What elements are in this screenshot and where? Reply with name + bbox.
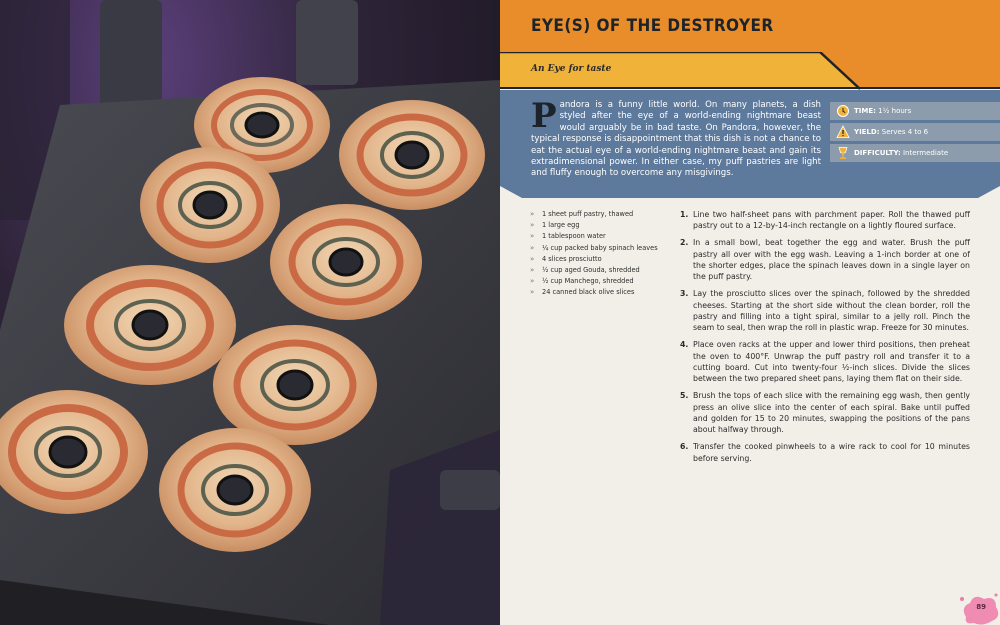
ingredient-text: ¼ cup packed baby spinach leaves: [542, 243, 658, 252]
step-text: Place oven racks at the upper and lower third positions, then preheat the oven to 400°F. Unwrap the puff pastry roll and transfer it to a cutting board. Cut into twenty-four ½-inch slices. Divide the slices between the two prepared sheet pans, laying them flat on their side.: [693, 340, 970, 384]
meta-difficulty-label: DIFFICULTY:: [854, 149, 901, 157]
step-number: 1.: [680, 210, 689, 219]
step-text: Lay the prosciutto slices over the spinach, followed by the shredded cheeses. Starting at the short side without the clean border, roll the pastry and filling into a tight spiral, similar to a jelly roll. Pinch the seam to seal, then wrap the roll in plastic wrap. Freeze for 30 minutes.: [693, 289, 970, 333]
ingredient-text: 4 slices prosciutto: [542, 254, 602, 263]
recipe-page: [500, 0, 1000, 625]
step-item: [680, 441, 970, 464]
ingredient-item: [528, 276, 678, 287]
meta-yield-label: YIELD:: [854, 128, 880, 136]
bullet-icon: »: [530, 221, 535, 230]
meta-time-label: TIME:: [854, 107, 876, 115]
meta-yield-value: Serves 4 to 6: [881, 128, 929, 136]
bullet-icon: »: [530, 288, 535, 297]
instruction-steps: [680, 209, 970, 469]
ingredient-text: 1 large egg: [542, 221, 580, 230]
ingredient-text: 24 canned black olive slices: [542, 288, 635, 297]
bullet-icon: »: [530, 232, 535, 241]
ingredient-text: ½ cup aged Gouda, shredded: [542, 265, 640, 274]
clock-icon: [836, 104, 850, 118]
step-item: [680, 288, 970, 334]
meta-yield: [830, 123, 1000, 141]
meta-time-value: 1½ hours: [878, 107, 912, 115]
ingredient-text: ½ cup Manchego, shredded: [542, 277, 634, 286]
ingredient-item: [528, 243, 678, 254]
page-number: 89: [976, 603, 986, 611]
ingredient-item: [528, 265, 678, 276]
bullet-icon: »: [530, 254, 535, 263]
step-number: 4.: [680, 340, 689, 350]
step-text: In a small bowl, beat together the egg and water. Brush the puff pastry all over with the egg wash. Leaving a 1-inch border at one of the shorter edges, place the spinach leaves down in a single layer on the puff pastry.: [693, 238, 970, 282]
ingredient-item: [528, 231, 678, 242]
ingredient-list: [528, 209, 678, 299]
step-number: 3.: [680, 289, 689, 299]
bullet-icon: »: [530, 243, 535, 252]
step-number: 5.: [680, 391, 689, 401]
intro-paragraph: [531, 96, 821, 180]
ingredient-text: 1 sheet puff pastry, thawed: [542, 210, 634, 218]
step-item: [680, 209, 970, 232]
step-text: Brush the tops of each slice with the remaining egg wash, then gently press an olive slice into the center of each spiral. Bake until puffed and golden for 15 to 20 minutes, swapping the positions of the pans about halfway through.: [693, 391, 970, 435]
bullet-icon: »: [530, 210, 535, 218]
ingredient-item: [528, 220, 678, 231]
recipe-tagline: An Eye for taste: [531, 64, 612, 74]
metal-canister: [296, 0, 358, 85]
intro-text: andora is a funny little world. On many planets, a dish styled after the eye of a world-ending nightmare beast would arguably be in bad taste. On Pandora, however, the typical response is disappointment that this dish is not a chance to eat the actual eye of a world-ending nightmare beast and gain its extradimensional power. In either case, my puff pastries are light and fluffy enough to overcome any misgivings.: [531, 100, 821, 179]
bullet-icon: »: [530, 265, 535, 274]
meta-difficulty: [830, 144, 1000, 162]
ingredient-item: [528, 254, 678, 265]
recipe-title: EYE(S) OF THE DESTROYER: [531, 16, 774, 36]
step-text: Line two half-sheet pans with parchment paper. Roll the thawed puff pastry out to a 12-by-14-inch rectangle on a lightly floured surface.: [693, 210, 970, 231]
step-number: 2.: [680, 238, 689, 248]
metal-canister: [100, 0, 162, 115]
step-item: [680, 339, 970, 385]
ingredient-text: 1 tablespoon water: [542, 232, 606, 241]
step-item: [680, 390, 970, 436]
step-number: 6.: [680, 442, 689, 452]
warning-triangle-icon: [836, 125, 850, 139]
bullet-icon: »: [530, 277, 535, 286]
ingredient-item: [528, 209, 678, 220]
meta-difficulty-value: Intermediate: [902, 149, 949, 157]
ingredient-item: [528, 287, 678, 298]
step-item: [680, 237, 970, 283]
step-text: Transfer the cooked pinwheels to a wire rack to cool for 10 minutes before serving.: [693, 442, 970, 463]
meta-time: [830, 102, 1000, 120]
goblet-icon: [836, 146, 850, 160]
drop-cap: P: [531, 96, 557, 136]
